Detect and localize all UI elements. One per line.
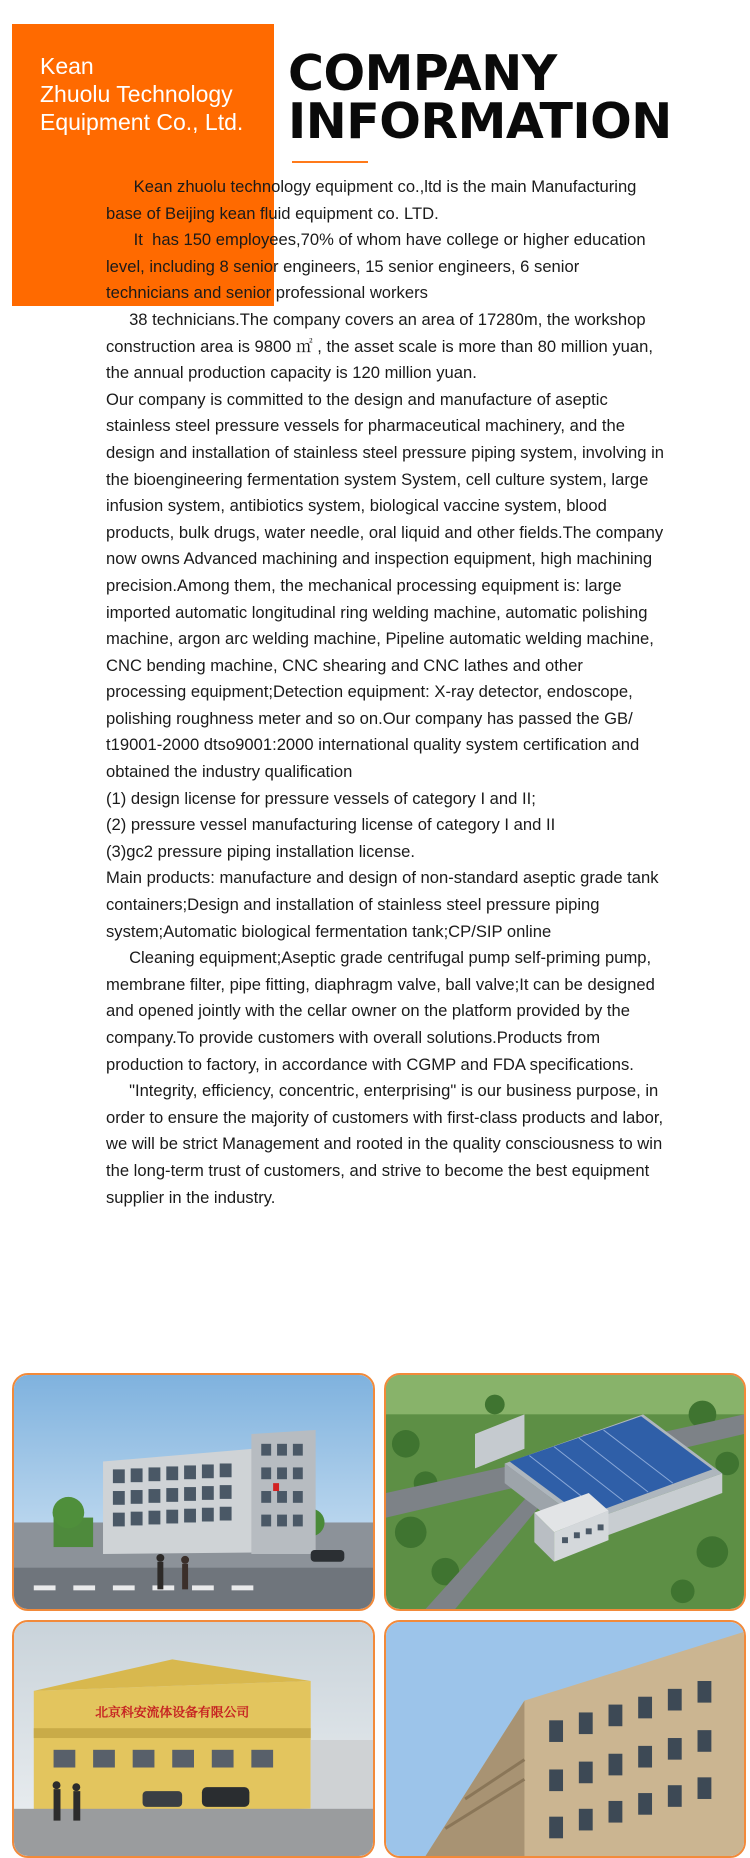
paragraph: (2) pressure vessel manufacturing license of category I and II (106, 815, 556, 835)
paragraph: Cleaning equipment;Aseptic grade centrifugal pump self-priming pump, membrane filter, pipe fitting, diaphragm valve, ball valve;It can be designed and opened jointly with the cellar owner on the platform provided by the company.To provide customers with overall solutions.Products from production to factory, in accordance with CGMP and FDA specifications. (106, 948, 660, 1074)
paragraph: Kean zhuolu technology equipment co.,ltd is the main Manufacturing base of Beijing kean fluid equipment co. LTD. (106, 177, 642, 223)
paragraph: It has 150 employees,70% of whom have college or higher education level, including 8 senior engineers, 15 senior engineers, 6 senior technicians and senior professional workers (106, 230, 651, 303)
page-title-line: COMPANY (288, 45, 557, 102)
paragraph: 38 technicians.The company covers an area of 17280m, the workshop construction area is 9800 ㎡ , the asset scale is more than 80 million yuan, the annual production capacity is 120 million yuan. (106, 309, 658, 383)
paragraph: "Integrity, efficiency, concentric, enterprising" is our business purpose, in order to ensure the majority of customers with first-class products and labor, we will be strict Management and rooted in the quality consciousness to win the long-term trust of customers, and strive to become the best equipment supplier in the industry. (106, 1081, 668, 1207)
company-description (106, 174, 666, 1211)
company-name-line: Equipment Co., Ltd. (40, 109, 244, 135)
paragraph: Main products: manufacture and design of non-standard aseptic grade tank containers;Design and installation of stainless steel pressure piping system;Automatic biological fermentation tank;CP/SIP online (106, 868, 659, 941)
aerial-factory-photo (384, 1373, 746, 1611)
office-building-photo (12, 1373, 375, 1611)
paragraph: Our company is committed to the design and manufacture of aseptic stainless steel pressure vessels for pharmaceutical machinery, and the design and installation of stainless steel pressure piping system, involving in the bioengineering fermentation system System, cell culture system, large infusion system, antibiotics system, biological vaccine system, blood products, bulk drugs, water needle, oral liquid and other fields.The company now owns Advanced machining and inspection equipment, high machining precision.Among them, the mechanical processing equipment is: large imported automatic longitudinal ring welding machine, automatic polishing machine, argon arc welding machine, Pipeline automatic welding machine, CNC bending machine, CNC shearing and CNC lathes and other processing equipment;Detection equipment: X-ray detector, endoscope, polishing roughness meter and so on.Our company has passed the GB/ t19001-2000 dtso9001:2000 international quality system certification and obtained the industry qualification (106, 389, 665, 782)
factory-sign: 北京科安流体设备有限公司 (95, 1705, 250, 1721)
company-name (40, 52, 270, 136)
title-underline (292, 161, 368, 163)
company-name-line: Zhuolu Technology (40, 81, 233, 107)
page-title-line: INFORMATION (288, 93, 672, 150)
paragraph: (3)gc2 pressure piping installation license. (106, 841, 415, 861)
building-corner-photo (384, 1620, 746, 1858)
factory-building-photo (12, 1620, 375, 1858)
company-name-line: Kean (40, 53, 94, 79)
paragraph: (1) design license for pressure vessels of category I and II; (106, 788, 536, 808)
page-title (288, 45, 672, 150)
